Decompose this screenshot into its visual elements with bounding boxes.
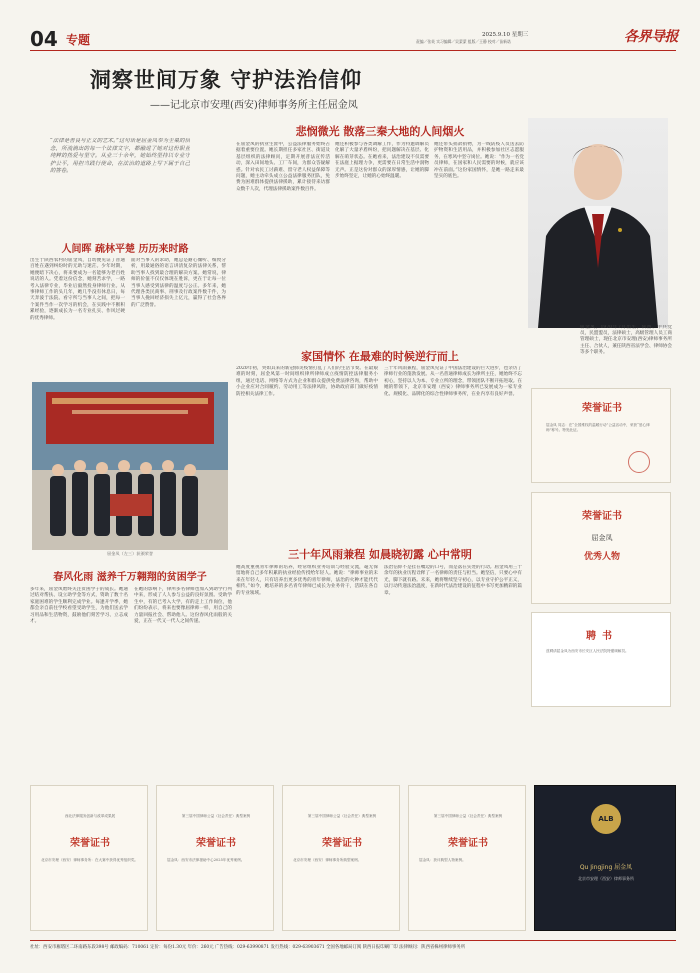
alb-name: Qu Jingjing 屈金凤 (579, 864, 633, 871)
article-text: 面对当事人的求助，她总是耐心倾听、细致分析，用最通俗的语言讲清复杂的法律关系，帮助当事人找到最合理的解决方案。她常说，律师的价值不仅仅体现在胜诉，更在于让每一位当事人感受到法律的温度与公正。多年来，她代理各类民商事、刑事及行政案件数千件，为当事人挽回经济损失上亿元，赢得了社会各界的广泛赞誉。 (131, 258, 226, 308)
honor-certificate (531, 388, 671, 483)
bottom-certificate (30, 785, 148, 931)
appointment-letter (531, 612, 671, 707)
cert-org: 西北法律服务创新与改革成果展 (64, 814, 116, 818)
section-title-left-bottom: 春风化雨 滋养千万翱翔的贫困学子 (53, 572, 207, 583)
header-credits: 责编／张英 实习编辑／吴蒙蒙 组版／王静 校对／苗新诺 (416, 39, 511, 44)
event-photo (32, 382, 228, 550)
section-title-2: 家国情怀 在最难的时候逆行而上 (301, 350, 459, 363)
bottom-certificate (156, 785, 274, 931)
cert-body: 屈金凤：获评典型人物案例。 (419, 858, 466, 862)
intro-quote: “法律是善良与正义的艺术。”这句话是屈金凤奉为圭臬的信念，所流淌出的每一个法律文字，都融进了她对这份职业纯粹的热爱与坚守。从业三十余年，她始终坚持以专业守护公平，用担当践行使命，在法治的道路上写下属于自己的答卷。 (50, 138, 190, 175)
cert-body: 屈金凤：西安市法律援助中心2025年优秀案例。 (167, 858, 245, 862)
article-text: 在她的影响下，律所多名律师也加入到助学行列中来，形成了人人参与公益的良好氛围。受助学生中，有的已考入大学，有的走上工作岗位，他们纷纷表示，将来也要像屈律师一样，用自己的力量回报社会、帮助他人。这份春风化雨般的关爱，正在一代又一代人之间传递。 (134, 587, 232, 625)
letter-title: 聘书 (586, 631, 618, 642)
article-text: 她高度重视青年律师的培养，经常组织业务培训与经验交流，毫无保留地将自己多年积累的执业经验传授给年轻人。她说：“律师事业的未来在年轻人，只有培养出更多优秀的青年律师，法治的火种才能代代相传。”如今，她培养的多名青年律师已成长为业务骨干，活跃在各自的专业领域。 (236, 565, 378, 596)
certificate-body: 屈金凤 同志：在“全国维权的温暖行动”公益活动中，荣获“爱心律师”称号。特发此证。 (546, 423, 650, 432)
subheadline: ——记北京市安理(西安)律师事务所主任屈金凤 (150, 100, 358, 111)
alb-sub: 北京市安理（西安）律师事务所 (578, 876, 634, 881)
page-footer (30, 940, 676, 950)
cert-title: 荣誉证书 (196, 838, 236, 849)
alb-badge-label: ALB (598, 815, 614, 823)
page-number: 04 (30, 27, 58, 51)
bottom-certificate (408, 785, 526, 931)
article-text: 多年来，屈金凤始终关注贫困学子的成长。她通过结对帮扶、设立助学金等方式，资助了数十名家庭困难的学生顺利完成学业。每逢开学季，她都会亲自前往学校看望受助学生，为他们送去学习用品和生活物资，鼓励他们刻苦学习、立志成才。 (30, 587, 128, 625)
portrait-caption: 屈金凤，1970年7月出生，陕西、中共党员，民盟盟员，法律硕士，高级管理人员工商管理硕士，现任北京市安理(西安)律师事务所主任、合伙人，兼任陕西省法学会、律师协会等多个职务。 (580, 325, 672, 355)
section-title-1: 悲悯微光 散落三秦大地的人间烟火 (295, 125, 465, 138)
article-text: 她还带头捐款捐物，为一线防疫人员送去防护物资和生活用品，并积极参加社区志愿服务，在寒风中坚守岗位。她说：“作为一名党员律师，在国家和人民需要的时候，就应该冲在前面。”这份家国情怀，是她一路走来最坚实的底色。 (434, 142, 524, 180)
cert-org: 第三届中国律师公益（社会责任）典型案例 (181, 814, 251, 818)
alb-badge-icon (591, 804, 621, 834)
cert-body: 北京市安理（西安）律师事务所典型案例。 (293, 858, 362, 862)
photo-caption: 屈金凤（左三）获颁荣誉 (106, 551, 154, 556)
honor-certificate (531, 492, 671, 604)
letter-body: 兹聘请屈金凤为西安市长安区人民法院特邀调解员。 (546, 649, 629, 653)
section-title-3: 三十年风雨兼程 如晨晓初露 心中常明 (288, 548, 472, 561)
article-text: 2020年初，突如其来的新冠肺炎疫情打乱了人们的生活节奏。在最艰难的时刻，屈金凤第一时间组织律所律师成立疫情防控法律服务小组，通过电话、网络等方式为企业和群众提供免费法律咨询，帮助中小企业应对合同履约、劳动用工等法律风险，协助政府部门做好疫情防控相关法律工作。 (236, 366, 378, 397)
certificate-name: 屈金凤 (591, 534, 613, 542)
section-title-left-top: 人间晖 疏林平楚 历历来时路 (61, 244, 189, 255)
certificate-title: 荣誉证书 (582, 403, 622, 414)
cert-title: 荣誉证书 (448, 838, 488, 849)
article-text: 出生于陕西农村的屈金凤，自幼便见证了普通百姓在遇到纠纷时的无助与迷茫。少年时期，她便暗下决心，将来要成为一名能够为老百姓说话的人。凭着这份信念，她刻苦求学，一路考入法律专业，毕业后毅然投身律师行业。从事律师工作的头几年，她几乎没有休息日，每天奔波于法院、看守所与当事人之间，把每一个案件当作一次学习的机会，在实践中不断积累经验，逐渐成长为一名专业扎实、作风过硬的优秀律师。 (30, 258, 125, 321)
portrait-photo (528, 118, 668, 328)
article-text: 法治信仰不是挂在嘴边的口号，而是落在实处的行动。屈金凤用三十余年的执业历程诠释了一名律师的责任与担当。她坚信，只要心中有光，脚下就有路。未来，她将继续坚守初心，以专业守护公平正义，以行动传递法治温度，在新时代法治建设的征程中书写更加精彩的篇章。 (384, 565, 522, 596)
article-text: 三十年风雨兼程，屈金凤见证了中国法治建设的巨大进步，也亲历了律师行业的蓬勃发展。从一名普通律师成长为律所主任，她始终不忘初心，坚持以人为本、专业立所的理念，带领团队不断开拓进取。在她的带领下，北京市安理（西安）律师事务所已发展成为一家专业化、规模化、品牌化的综合性律师事务所，在业内享有良好声誉。 (384, 366, 522, 397)
header-date: 2025.9.10 星期三 (482, 32, 529, 38)
certificate-gallery (30, 785, 676, 935)
alb-award-card (534, 785, 676, 931)
certificate-subtitle: 优秀人物 (583, 552, 620, 562)
page-header (30, 25, 676, 51)
brand-logo: 各界导报 (624, 29, 678, 45)
footer-text: 社址：西安市雁塔区二环南路东段398号 邮政编码：710061 定价：每份1.30元 年价：260元 广告热线：029-63990871 发行热线：029-63903671 全国各地邮局订阅 陕西日报印刷厂印 法律顾问：陕西省株州律师事务所 (30, 945, 466, 950)
certificate-title: 荣誉证书 (582, 511, 622, 522)
cert-org: 第三届中国律师公益（社会责任）典型案例 (433, 814, 503, 818)
cert-org: 第三届中国律师公益（社会责任）典型案例 (307, 814, 377, 818)
headline: 洞察世间万象 守护法治信仰 (89, 68, 363, 92)
cert-title: 荣誉证书 (70, 838, 110, 849)
red-seal-icon (628, 451, 650, 473)
cert-title: 荣誉证书 (322, 838, 362, 849)
page-section: 专题 (66, 33, 91, 47)
cert-body: 北京市安理（西安）律师事务所：在大赛中获得优秀组织奖。 (41, 858, 139, 862)
article-text: 在屈金凤的执业生涯中，公益法律服务始终占据着重要位置。她长期担任多家社区、街道及基层组织的法律顾问，定期开展普法宣传活动，深入田间地头、工厂车间，为群众答疑解惑。针对农民工讨薪难、留守老人权益保障等问题，她主动牵头成立公益法律服务团队，免费为困难群体提供法律援助，累计接待来访群众数千人次，代理法律援助案件数百件。 (236, 142, 330, 192)
bottom-certificate (282, 785, 400, 931)
article-text: 她还积极参与各类调解工作，作为特邀调解员化解了大量矛盾纠纷，把问题解决在基层、化解在萌芽状态。在她看来，法治建设不仅需要在法庭上据理力争，更需要在日常生活中润物无声。正是这份对群众的深厚情感，让她的脚步始终坚定，让她的心始终温暖。 (335, 142, 429, 180)
